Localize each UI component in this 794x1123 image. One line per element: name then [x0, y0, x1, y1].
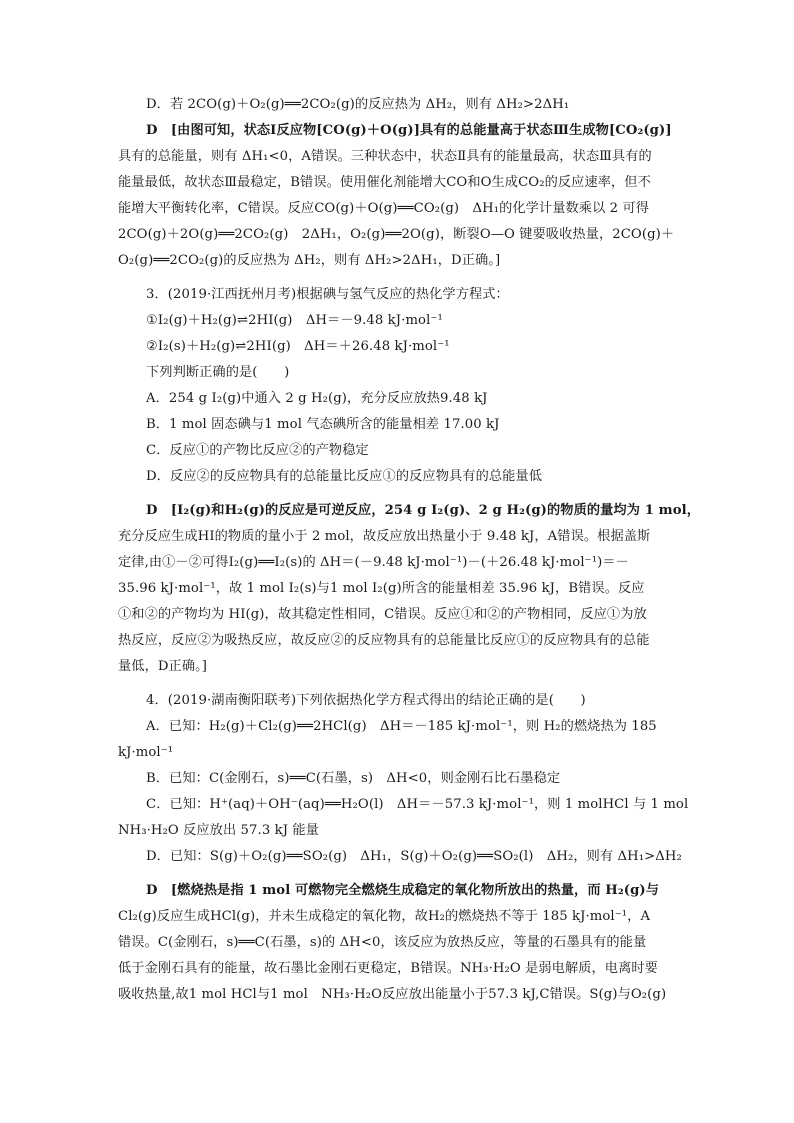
explanation-line: 能量最低，故状态Ⅲ最稳定，B错误。使用催化剂能增大CO和O生成CO₂的反应速率，但不 — [118, 175, 651, 190]
option-d-q2: D．若 2CO(g)＋O₂(g)══2CO₂(g)的反应热为 ΔH₂，则有 ΔH₂>2ΔH₁ — [146, 97, 570, 112]
option-a-q4-cont: kJ·mol⁻¹ — [118, 745, 174, 760]
equation-1: ①I₂(g)＋H₂(g)⇌2HI(g) ΔH＝－9.48 kJ·mol⁻¹ — [146, 313, 443, 328]
explanation-line: 低于金刚石具有的能量，故石墨比金刚石更稳定，B错误。NH₃·H₂O 是弱电解质，电离时要 — [118, 961, 658, 976]
answer-explanation-q4: D [燃烧热是指 1 mol 可燃物完全燃烧生成稳定的氧化物所放出的热量，而 H₂(g)与 — [146, 883, 660, 898]
option-d-q4: D．已知：S(g)＋O₂(g)══SO₂(g) ΔH₁，S(g)＋O₂(g)══SO₂(l) ΔH₂，则有 ΔH₁>ΔH₂ — [146, 849, 682, 864]
option-c-q4-cont: NH₃·H₂O 反应放出 57.3 kJ 能量 — [118, 823, 319, 838]
explanation-line: 充分反应生成HI的物质的量小于 2 mol，故反应放出热量小于 9.48 kJ，A错误。根据盖斯 — [118, 529, 651, 544]
explanation-line: 定律,由①－②可得I₂(g)══I₂(s)的 ΔH＝(－9.48 kJ·mol⁻¹)－(＋26.48 kJ·mol⁻¹)＝－ — [118, 555, 629, 570]
option-a-q4: A．已知：H₂(g)＋Cl₂(g)══2HCl(g) ΔH＝－185 kJ·mol⁻¹，则 H₂的燃烧热为 185 — [146, 719, 657, 734]
option-d-q3: D．反应②的反应物具有的总能量比反应①的反应物具有的总能量低 — [146, 469, 543, 484]
option-c-q3: C．反应①的产物比反应②的产物稳定 — [146, 443, 369, 458]
explanation-line: 量低，D正确。] — [118, 659, 208, 674]
question-4-stem: 4．(2019·湖南衡阳联考)下列依据热化学方程式得出的结论正确的是( ) — [146, 693, 586, 708]
question-3-stem: 3．(2019·江西抚州月考)根据碘与氢气反应的热化学方程式： — [146, 287, 509, 302]
option-a-q3: A．254 g I₂(g)中通入 2 g H₂(g)，充分反应放热9.48 kJ — [146, 391, 488, 406]
explanation-line: 35.96 kJ·mol⁻¹，故 1 mol I₂(s)与1 mol I₂(g)所含的能量相差 35.96 kJ，B错误。反应 — [118, 581, 645, 596]
option-c-q4: C．已知：H⁺(aq)＋OH⁻(aq)══H₂O(l) ΔH＝－57.3 kJ·mol⁻¹，则 1 molHCl 与 1 mol — [146, 797, 689, 812]
option-b-q3: B．1 mol 固态碘与1 mol 气态碘所含的能量相差 17.00 kJ — [146, 417, 500, 432]
answer-explanation-q2: D [由图可知，状态Ⅰ反应物[CO(g)＋O(g)]具有的总能量高于状态Ⅲ生成物[CO₂(g)] — [146, 123, 672, 138]
explanation-line: 2CO(g)＋2O(g)══2CO₂(g) 2ΔH₁，O₂(g)══2O(g)，断裂O—O 键要吸收热量，2CO(g)＋ — [118, 227, 675, 242]
answer-explanation-q3: D [I₂(g)和H₂(g)的反应是可逆反应，254 g I₂(g)、2 g H₂(g)的物质的量均为 1 mol， — [146, 503, 701, 518]
explanation-line: ①和②的产物均为 HI(g)，故其稳定性相同，C错误。反应①和②的产物相同，反应①为放 — [118, 607, 647, 622]
question-3-prompt: 下列判断正确的是( ) — [146, 365, 290, 380]
explanation-line: Cl₂(g)反应生成HCl(g)，并未生成稳定的氧化物，故H₂的燃烧热不等于 185 kJ·mol⁻¹，A — [118, 909, 651, 924]
equation-2: ②I₂(s)＋H₂(g)⇌2HI(g) ΔH＝＋26.48 kJ·mol⁻¹ — [146, 339, 450, 354]
explanation-line: 具有的总能量，则有 ΔH₁<0，A错误。三种状态中，状态Ⅱ具有的能量最高，状态Ⅲ具有的 — [118, 149, 652, 164]
explanation-line: 错误。C(金刚石，s)══C(石墨，s)的 ΔH<0，该反应为放热反应，等量的石墨具有的能量 — [118, 935, 647, 950]
explanation-line: 吸收热量,故1 mol HCl与1 mol NH₃·H₂O反应放出能量小于57.3 kJ,C错误。S(g)与O₂(g) — [118, 987, 667, 1002]
option-b-q4: B．已知：C(金刚石，s)══C(石墨，s) ΔH<0，则金刚石比石墨稳定 — [146, 771, 561, 786]
explanation-line: O₂(g)══2CO₂(g)的反应热为 ΔH₂，则有 ΔH₂>2ΔH₁，D正确。] — [118, 253, 501, 268]
explanation-line: 能增大平衡转化率，C错误。反应CO(g)＋O(g)══CO₂(g) ΔH₁的化学计量数乘以 2 可得 — [118, 201, 650, 216]
explanation-line: 热反应，反应②为吸热反应，故反应②的反应物具有的总能量比反应①的反应物具有的总能 — [118, 633, 650, 648]
